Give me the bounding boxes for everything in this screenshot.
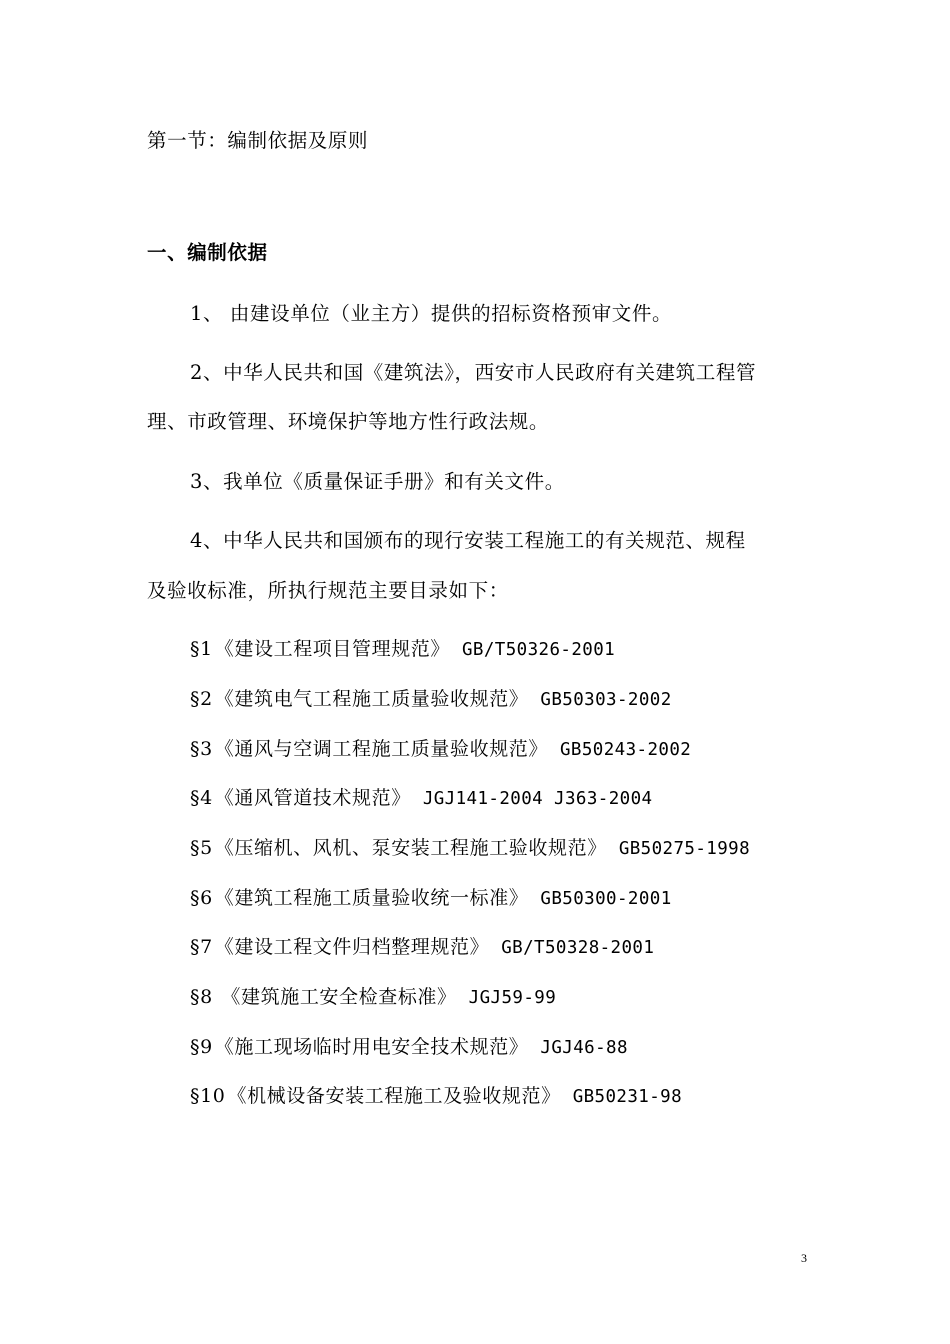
standard-code: GB50275-1998 [618,839,751,859]
standard-section: §2 [190,688,213,710]
standard-item [190,740,691,760]
standard-section: §1 [190,638,213,660]
standard-code: JGJ46-88 [540,1038,628,1058]
standard-item [190,889,672,909]
standard-section: §6 [190,887,213,909]
standard-code: GB50243-2002 [560,740,692,760]
basis-item-4-line-1: 4、中华人民共和国颁布的现行安装工程施工的有关规范、规程 [190,529,746,552]
basis-item-2-line-2: 理、市政管理、环境保护等地方性行政法规。 [147,410,550,433]
standard-section: §5 [190,837,213,859]
standard-section: §3 [190,738,213,760]
standard-name: 《通风与空调工程施工质量验收规范》 [214,738,548,760]
standard-code: JGJ141-2004 J363-2004 [422,789,653,809]
standard-item [190,789,652,809]
basis-item-4-line-2: 及验收标准，所执行规范主要目录如下： [147,579,509,602]
standard-section: §10 [190,1085,226,1107]
standard-code: GB50300-2001 [540,889,672,909]
standard-section: §9 [190,1036,213,1058]
standard-name: 《建筑电气工程施工质量验收规范》 [214,688,529,710]
standard-code: GB/T50328-2001 [501,938,655,958]
standard-code: GB50303-2002 [540,690,672,710]
page-number: 3 [801,1251,807,1265]
heading-compilation-basis: 一、编制依据 [147,241,268,264]
basis-item-3: 3、我单位《质量保证手册》和有关文件。 [190,470,565,493]
standard-item [190,839,750,859]
standard-code: GB/T50326-2001 [462,640,616,660]
standard-item [190,988,556,1008]
section-title: 第一节：编制依据及原则 [147,129,369,152]
standard-item [190,640,615,660]
standard-section: §8 [190,986,213,1008]
standard-item [190,1038,628,1058]
standard-item [190,1087,682,1107]
standard-name: 《机械设备安装工程施工及验收规范》 [227,1085,561,1107]
standard-section: §7 [190,936,213,958]
standard-code: JGJ59-99 [468,988,557,1008]
standard-name: 《通风管道技术规范》 [214,787,411,809]
basis-item-2-line-1: 2、中华人民共和国《建筑法》，西安市人民政府有关建筑工程管 [190,361,757,384]
standard-code: GB50231-98 [572,1087,683,1107]
standard-name: 《建筑施工安全检查标准》 [214,986,457,1008]
standard-name: 《建设工程文件归档整理规范》 [214,936,490,958]
standard-item [190,938,654,958]
standard-name: 《压缩机、风机、泵安装工程施工验收规范》 [214,837,607,859]
standard-section: §4 [190,787,213,809]
standard-name: 《施工现场临时用电安全技术规范》 [214,1036,529,1058]
standard-item [190,690,672,710]
standard-name: 《建筑工程施工质量验收统一标准》 [214,887,529,909]
standard-name: 《建设工程项目管理规范》 [214,638,450,660]
basis-item-1: 1、 由建设单位（业主方）提供的招标资格预审文件。 [190,302,673,325]
